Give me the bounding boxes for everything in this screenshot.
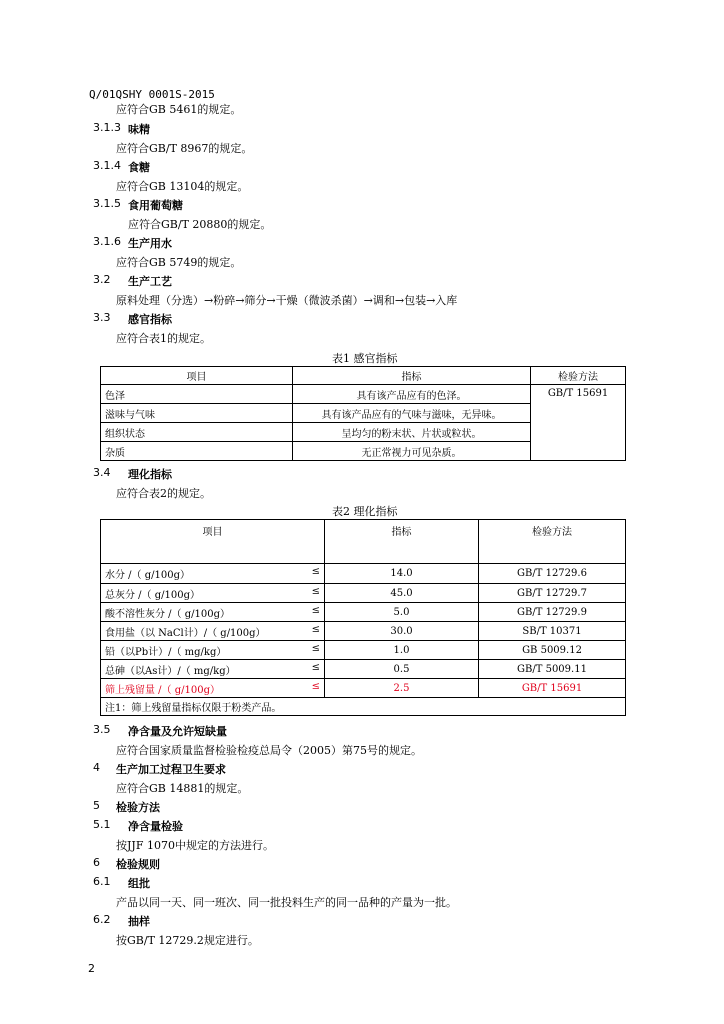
table2-cell-method: GB/T 12729.6 — [479, 564, 626, 584]
text-line: 应符合表1的规定。 — [116, 332, 211, 345]
section-number: 3.4 — [93, 466, 111, 479]
table1-cell-item: 色泽 — [101, 385, 293, 404]
text-line: 应符合GB 13104的规定。 — [116, 180, 249, 193]
table-row — [101, 603, 626, 622]
table2-cell-method: GB/T 12729.9 — [479, 603, 626, 622]
table-row — [101, 385, 626, 404]
text-line: 应符合表2的规定。 — [116, 487, 211, 500]
table1-header-method: 检验方法 — [531, 367, 626, 385]
table2-note: 注1：筛上残留量指标仅限于粉类产品。 — [101, 698, 626, 716]
text-line: 产品以同一天、同一班次、同一批投料生产的同一品种的产量为一批。 — [116, 896, 457, 909]
le-symbol: ≤ — [311, 566, 320, 577]
table2-header-method: 检验方法 — [479, 520, 626, 564]
table-row — [101, 622, 626, 641]
table-row-highlighted — [101, 679, 626, 698]
table2-cell-value: 14.0 — [325, 564, 479, 584]
section-title: 净含量检验 — [128, 820, 183, 833]
section-title: 组批 — [128, 877, 150, 890]
table1-header-item: 项目 — [101, 367, 293, 385]
text-line: 应符合GB 14881的规定。 — [116, 782, 249, 795]
table-row — [101, 660, 626, 679]
table2-cell-item: 食用盐（以 NaCl计）/（ g/100g） — [105, 627, 266, 639]
table2-cell-item: 总砷（以As计）/（ mg/kg） — [105, 665, 236, 677]
table1-cell-item: 杂质 — [101, 442, 293, 461]
table2 — [100, 519, 626, 716]
table2-cell-item: 筛上残留量 /（ g/100g） — [105, 684, 220, 696]
section-title: 生产加工过程卫生要求 — [116, 763, 226, 776]
section-title: 食糖 — [128, 161, 150, 174]
table2-cell-item: 铅（以Pb计）/（ mg/kg） — [105, 646, 227, 658]
section-number: 6.2 — [93, 913, 111, 926]
section-title: 味精 — [128, 123, 150, 136]
text-line: 应符合GB 5461的规定。 — [116, 103, 242, 116]
table-row — [101, 584, 626, 603]
table2-caption: 表2 理化指标 — [332, 505, 398, 518]
section-number: 3.3 — [93, 311, 111, 324]
table2-cell-item: 水分 /（ g/100g） — [105, 570, 190, 581]
le-symbol: ≤ — [311, 661, 320, 673]
table2-header-item: 项目 — [101, 520, 325, 564]
table2-cell-value: 30.0 — [325, 622, 479, 641]
section-number: 3.1.3 — [93, 121, 121, 134]
table1-cell-spec: 具有该产品应有的色泽。 — [293, 385, 531, 404]
table2-cell-item: 酸不溶性灰分 /（ g/100g） — [105, 608, 230, 620]
section-title: 检验规则 — [116, 858, 160, 871]
text-line: 按GB/T 12729.2规定进行。 — [116, 934, 259, 947]
le-symbol: ≤ — [311, 623, 320, 635]
table2-cell-value: 2.5 — [325, 679, 479, 698]
section-number: 4 — [93, 761, 100, 774]
section-number: 6.1 — [93, 875, 111, 888]
section-title: 感官指标 — [128, 313, 172, 326]
table1-cell-method: GB/T 15691 — [531, 385, 626, 461]
text-line: 应符合GB/T 20880的规定。 — [128, 218, 272, 231]
table2-cell-item: 总灰分 /（ g/100g） — [105, 589, 200, 601]
text-line: 原料处理（分选）→粉碎→筛分→干燥（微波杀菌）→调和→包装→入库 — [116, 294, 458, 307]
section-number: 3.5 — [93, 723, 111, 736]
table2-cell-method: GB/T 12729.7 — [479, 584, 626, 603]
table1-cell-spec: 呈均匀的粉末状、片状或粒状。 — [293, 423, 531, 442]
table1-cell-item: 组织状态 — [101, 423, 293, 442]
table1 — [100, 366, 626, 461]
table-row — [101, 564, 626, 584]
section-number: 3.2 — [93, 273, 111, 286]
section-number: 6 — [93, 856, 100, 869]
table2-cell-method: GB/T 5009.11 — [479, 660, 626, 679]
table2-cell-value: 1.0 — [325, 641, 479, 660]
section-title: 理化指标 — [128, 468, 172, 481]
table2-cell-value: 45.0 — [325, 584, 479, 603]
section-number: 3.1.6 — [93, 235, 121, 248]
table1-cell-spec: 无正常视力可见杂质。 — [293, 442, 531, 461]
le-symbol: ≤ — [311, 585, 320, 597]
le-symbol: ≤ — [311, 604, 320, 616]
section-number: 3.1.5 — [93, 197, 121, 210]
text-line: 按JJF 1070中规定的方法进行。 — [116, 839, 274, 852]
table2-cell-value: 0.5 — [325, 660, 479, 679]
text-line: 应符合GB/T 8967的规定。 — [116, 142, 253, 155]
text-line: 应符合国家质量监督检验检疫总局令（2005）第75号的规定。 — [116, 744, 422, 757]
table-note-row — [101, 698, 626, 716]
table2-cell-method: GB 5009.12 — [479, 641, 626, 660]
text-line: 应符合GB 5749的规定。 — [116, 256, 242, 269]
section-title: 检验方法 — [116, 801, 160, 814]
section-title: 生产用水 — [128, 237, 172, 250]
table1-cell-item: 滋味与气味 — [101, 404, 293, 423]
table2-cell-value: 5.0 — [325, 603, 479, 622]
table-row — [101, 641, 626, 660]
table1-caption: 表1 感官指标 — [332, 352, 398, 365]
section-number: 3.1.4 — [93, 159, 121, 172]
table2-cell-method: SB/T 10371 — [479, 622, 626, 641]
section-title: 食用葡萄糖 — [128, 199, 183, 212]
table1-header-spec: 指标 — [293, 367, 531, 385]
section-number: 5 — [93, 799, 100, 812]
le-symbol: ≤ — [311, 642, 320, 654]
table2-cell-method: GB/T 15691 — [479, 679, 626, 698]
section-title: 生产工艺 — [128, 275, 172, 288]
section-title: 抽样 — [128, 915, 150, 928]
section-title: 净含量及允许短缺量 — [128, 725, 227, 738]
section-number: 5.1 — [93, 818, 111, 831]
table1-cell-spec: 具有该产品应有的气味与滋味，无异味。 — [293, 404, 531, 423]
page-number: 2 — [88, 962, 95, 975]
table2-header-spec: 指标 — [325, 520, 479, 564]
le-symbol: ≤ — [311, 680, 320, 692]
document-code: Q/01QSHY 0001S-2015 — [89, 88, 215, 101]
